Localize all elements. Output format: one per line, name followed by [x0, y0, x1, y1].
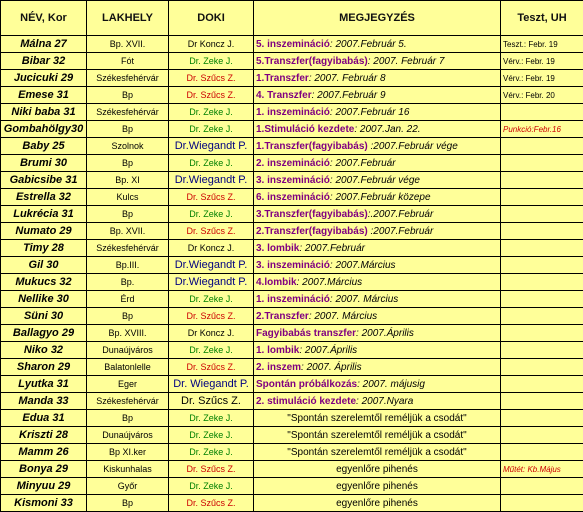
cell-city: Bp: [87, 495, 169, 512]
cell-doctor: Dr. Szűcs Z.: [169, 393, 254, 410]
cell-note: [254, 155, 501, 172]
table-row: [1, 138, 583, 155]
note-keyword: 3. lombik: [256, 243, 299, 254]
cell-note: [254, 223, 501, 240]
cell-doctor: Dr. Zeke J.: [169, 410, 254, 427]
cell-city: Bp: [87, 155, 169, 172]
table-row: [1, 478, 583, 495]
note-date: : 2007.Március: [297, 277, 363, 288]
note-keyword: 1.Transzfer: [256, 73, 309, 84]
cell-city: Fót: [87, 53, 169, 70]
cell-doctor: Dr Koncz J.: [169, 36, 254, 53]
cell-note: [254, 359, 501, 376]
cell-name: Jucicuki 29: [1, 70, 87, 87]
cell-name: Timy 28: [1, 240, 87, 257]
cell-name: Mukucs 32: [1, 274, 87, 291]
cell-doctor: Dr. Wiegandt P.: [169, 376, 254, 393]
cell-doctor: Dr Koncz J.: [169, 325, 254, 342]
cell-test: Vérv.: Febr. 19: [501, 53, 583, 70]
note-keyword: 2. inszem: [256, 362, 301, 373]
cell-name: Nellike 30: [1, 291, 87, 308]
note-date: : 2007.Február: [330, 158, 396, 169]
note-date: : 2007.Február közepe: [330, 192, 431, 203]
cell-name: Kriszti 28: [1, 427, 87, 444]
cell-doctor: Dr. Szűcs Z.: [169, 189, 254, 206]
cell-note: [254, 53, 501, 70]
cell-name: Edua 31: [1, 410, 87, 427]
cell-doctor: Dr. Zeke J.: [169, 206, 254, 223]
cell-test: [501, 308, 583, 325]
cell-name: Bonya 29: [1, 461, 87, 478]
note-date: : 2007.Április: [356, 328, 414, 339]
cell-city: Kulcs: [87, 189, 169, 206]
table-row: [1, 308, 583, 325]
table-row: [1, 121, 583, 138]
cell-test: [501, 257, 583, 274]
note-date: : 2007.Február 16: [330, 107, 410, 118]
note-date: : 2007. Február 8: [309, 73, 386, 84]
note-keyword: 1. inszemináció: [256, 107, 330, 118]
cell-doctor: Dr. Szűcs Z.: [169, 87, 254, 104]
cell-city: Bp XI.ker: [87, 444, 169, 461]
note-keyword: 2.Transzfer(fagyibabás): [256, 226, 368, 237]
cell-city: Székesfehérvár: [87, 240, 169, 257]
cell-test: Teszt.: Febr. 19: [501, 36, 583, 53]
note-keyword: 2. inszemináció: [256, 158, 330, 169]
cell-test: [501, 206, 583, 223]
cell-note: [254, 308, 501, 325]
note-keyword: 1.Transzfer(fagyibabás): [256, 141, 368, 152]
cell-city: Balatonlelle: [87, 359, 169, 376]
cell-city: Dunaújváros: [87, 427, 169, 444]
cell-test: [501, 104, 583, 121]
cell-note: [254, 87, 501, 104]
note-keyword: 1. lombik: [256, 345, 299, 356]
table-header: [1, 1, 583, 36]
note-date: : 2007.Február: [299, 243, 365, 254]
note-keyword: 5.Transzfer(fagyibabás): [256, 56, 368, 67]
table-row: [1, 325, 583, 342]
table-row: [1, 376, 583, 393]
cell-doctor: Dr. Zeke J.: [169, 53, 254, 70]
table-row: [1, 104, 583, 121]
cell-test: [501, 138, 583, 155]
note-date: :2007.Február vége: [368, 141, 458, 152]
cell-note: "Spontán szerelemtől reméljük a csodát": [254, 444, 501, 461]
cell-name: Süni 30: [1, 308, 87, 325]
cell-note: [254, 393, 501, 410]
cell-note: "Spontán szerelemtől reméljük a csodát": [254, 410, 501, 427]
cell-note: [254, 325, 501, 342]
cell-name: Estrella 32: [1, 189, 87, 206]
cell-doctor: Dr.Wiegandt P.: [169, 138, 254, 155]
cell-note: [254, 189, 501, 206]
cell-city: Érd: [87, 291, 169, 308]
cell-test: [501, 189, 583, 206]
cell-city: Szolnok: [87, 138, 169, 155]
note-date: : 2007. májusig: [357, 379, 425, 390]
note-date: : 2007. Március: [309, 311, 377, 322]
cell-doctor: Dr. Szűcs Z.: [169, 223, 254, 240]
cell-city: Székesfehérvár: [87, 393, 169, 410]
cell-city: Bp. XVIII.: [87, 325, 169, 342]
cell-doctor: Dr Koncz J.: [169, 240, 254, 257]
cell-doctor: Dr. Zeke J.: [169, 342, 254, 359]
note-date: :2007.Február: [368, 226, 434, 237]
cell-city: Eger: [87, 376, 169, 393]
note-keyword: Fagyibabás transzfer: [256, 328, 356, 339]
cell-test: [501, 325, 583, 342]
cell-note: [254, 121, 501, 138]
cell-name: Bibar 32: [1, 53, 87, 70]
table-row: [1, 206, 583, 223]
cell-name: Lyutka 31: [1, 376, 87, 393]
note-keyword: 5. inszemináció: [256, 39, 330, 50]
header-name: NÉV, Kor: [1, 1, 87, 36]
cell-city: Bp. XVII.: [87, 36, 169, 53]
header-note: MEGJEGYZÉS: [254, 1, 501, 36]
cell-name: Gabicsibe 31: [1, 172, 87, 189]
cell-city: Bp: [87, 206, 169, 223]
cell-note: [254, 172, 501, 189]
cell-note: egyenlőre pihenés: [254, 478, 501, 495]
table-row: [1, 53, 583, 70]
note-keyword: 3. inszemináció: [256, 175, 330, 186]
note-keyword: 4.lombik: [256, 277, 297, 288]
table-row: [1, 461, 583, 478]
cell-test: [501, 410, 583, 427]
table-row: [1, 240, 583, 257]
note-keyword: 2. stimuláció kezdete: [256, 396, 356, 407]
cell-name: Niki baba 31: [1, 104, 87, 121]
note-date: : 2007.Február 5.: [330, 39, 407, 50]
cell-doctor: Dr. Zeke J.: [169, 121, 254, 138]
table-row: [1, 223, 583, 240]
note-keyword: Spontán próbálkozás: [256, 379, 357, 390]
cell-doctor: Dr. Szűcs Z.: [169, 495, 254, 512]
note-date: : 2007.Jan. 22.: [354, 124, 420, 135]
cell-doctor: Dr. Szűcs Z.: [169, 70, 254, 87]
table-row: [1, 155, 583, 172]
cell-test: [501, 342, 583, 359]
cell-name: Niko 32: [1, 342, 87, 359]
cell-test: [501, 376, 583, 393]
cell-city: Bp. XVII.: [87, 223, 169, 240]
header-city: LAKHELY: [87, 1, 169, 36]
cell-name: Kismoni 33: [1, 495, 87, 512]
note-keyword: 3.Transzfer(fagyibabás): [256, 209, 368, 220]
note-keyword: 1. inszemináció: [256, 294, 330, 305]
cell-doctor: Dr. Zeke J.: [169, 104, 254, 121]
cell-name: Manda 33: [1, 393, 87, 410]
cell-name: Lukrécia 31: [1, 206, 87, 223]
cell-test: [501, 478, 583, 495]
cell-note: [254, 342, 501, 359]
cell-name: Mamm 26: [1, 444, 87, 461]
note-keyword: 4. Transzfer: [256, 90, 312, 101]
cell-note: [254, 70, 501, 87]
cell-doctor: Dr. Zeke J.: [169, 427, 254, 444]
table-row: [1, 87, 583, 104]
cell-doctor: Dr.Wiegandt P.: [169, 257, 254, 274]
note-date: : 2007.Március: [330, 260, 396, 271]
table-row: [1, 189, 583, 206]
cell-note: [254, 257, 501, 274]
cell-test: Punkció:Febr.16: [501, 121, 583, 138]
note-date: : 2007. Április: [301, 362, 362, 373]
cell-name: Brumi 30: [1, 155, 87, 172]
cell-city: Bp: [87, 121, 169, 138]
cell-city: Bp: [87, 410, 169, 427]
note-date: : 2007. Március: [330, 294, 398, 305]
cell-name: Numato 29: [1, 223, 87, 240]
cell-name: Minyuu 29: [1, 478, 87, 495]
note-keyword: 3. inszemináció: [256, 260, 330, 271]
cell-doctor: Dr. Zeke J.: [169, 291, 254, 308]
cell-test: [501, 393, 583, 410]
cell-test: [501, 155, 583, 172]
cell-name: Baby 25: [1, 138, 87, 155]
cell-test: [501, 172, 583, 189]
note-date: : 2007.Nyara: [356, 396, 413, 407]
cell-test: [501, 274, 583, 291]
cell-city: Bp.: [87, 274, 169, 291]
table-row: [1, 274, 583, 291]
note-date: : 2007.Február vége: [330, 175, 420, 186]
cell-test: Vérv.: Febr. 19: [501, 70, 583, 87]
cell-test: Vérv.: Febr. 20: [501, 87, 583, 104]
cell-name: Málna 27: [1, 36, 87, 53]
cell-test: [501, 291, 583, 308]
note-date: :.2007.Február: [368, 209, 434, 220]
table-body: [1, 36, 583, 512]
cell-city: Bp.III.: [87, 257, 169, 274]
table-row: [1, 342, 583, 359]
cell-city: Székesfehérvár: [87, 70, 169, 87]
cell-city: Győr: [87, 478, 169, 495]
cell-name: Ballagyo 29: [1, 325, 87, 342]
cell-city: Dunaújváros: [87, 342, 169, 359]
cell-test: [501, 495, 583, 512]
cell-note: egyenlőre pihenés: [254, 495, 501, 512]
cell-doctor: Dr. Szűcs Z.: [169, 359, 254, 376]
table-row: [1, 359, 583, 376]
table-row: [1, 427, 583, 444]
table-row: [1, 36, 583, 53]
note-keyword: 1.Stimuláció kezdete: [256, 124, 354, 135]
table-row: [1, 410, 583, 427]
cell-note: "Spontán szerelemtől reméljük a csodát": [254, 427, 501, 444]
cell-test: [501, 359, 583, 376]
cell-name: Sharon 29: [1, 359, 87, 376]
header-row: [1, 1, 583, 36]
note-keyword: 6. inszemináció: [256, 192, 330, 203]
cell-name: Emese 31: [1, 87, 87, 104]
cell-note: egyenlőre pihenés: [254, 461, 501, 478]
cell-test: [501, 427, 583, 444]
table-row: [1, 257, 583, 274]
cell-note: [254, 138, 501, 155]
note-keyword: 2.Transzfer: [256, 311, 309, 322]
cell-note: [254, 291, 501, 308]
cell-name: Gil 30: [1, 257, 87, 274]
note-date: : 2007. Február 7: [368, 56, 445, 67]
table-row: [1, 393, 583, 410]
cell-city: Bp. XI: [87, 172, 169, 189]
cell-city: Bp: [87, 87, 169, 104]
cell-doctor: Dr.Wiegandt P.: [169, 172, 254, 189]
note-date: : 2007.Február 9: [312, 90, 386, 101]
cell-doctor: Dr. Zeke J.: [169, 155, 254, 172]
cell-city: Székesfehérvár: [87, 104, 169, 121]
cell-doctor: Dr. Zeke J.: [169, 478, 254, 495]
cell-doctor: Dr. Zeke J.: [169, 444, 254, 461]
header-test: Teszt, UH: [501, 1, 583, 36]
cell-doctor: Dr. Szűcs Z.: [169, 308, 254, 325]
cell-note: [254, 206, 501, 223]
cell-city: Bp: [87, 308, 169, 325]
cell-note: [254, 36, 501, 53]
cell-note: [254, 104, 501, 121]
cell-doctor: Dr.Wiegandt P.: [169, 274, 254, 291]
note-date: : 2007.Április: [299, 345, 357, 356]
cell-test: Műtét: Kb.Május: [501, 461, 583, 478]
cell-note: [254, 376, 501, 393]
table-row: [1, 172, 583, 189]
table-row: [1, 291, 583, 308]
cell-city: Kiskunhalas: [87, 461, 169, 478]
table-row: [1, 70, 583, 87]
cell-note: [254, 274, 501, 291]
cell-doctor: Dr. Szűcs Z.: [169, 461, 254, 478]
cell-name: Gombahölgy30: [1, 121, 87, 138]
header-doctor: DOKI: [169, 1, 254, 36]
cell-note: [254, 240, 501, 257]
cell-test: [501, 223, 583, 240]
cell-test: [501, 240, 583, 257]
table-row: [1, 495, 583, 512]
